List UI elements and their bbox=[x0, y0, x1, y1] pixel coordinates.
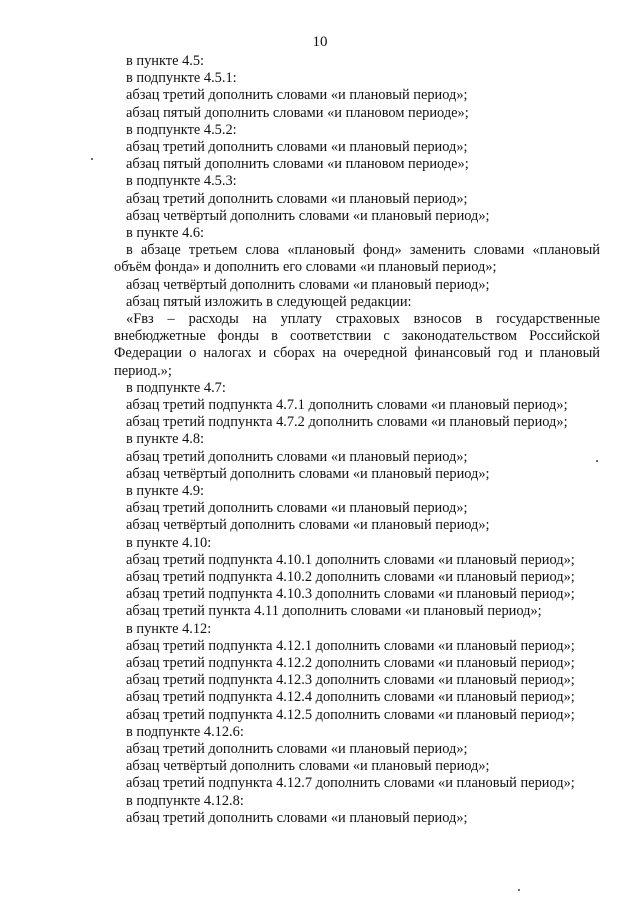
text-line: абзац третий пункта 4.11 дополнить словами «и плановый период»; bbox=[126, 603, 542, 620]
text-line: объём фонда» и дополнить его словами «и плановый период»; bbox=[114, 259, 497, 276]
page-number: 10 bbox=[312, 34, 328, 50]
text-line: в пункте 4.8: bbox=[126, 431, 205, 448]
text-line: абзац четвёртый дополнить словами «и плановый период»; bbox=[126, 465, 490, 482]
text-line: в подпункте 4.7: bbox=[126, 379, 226, 396]
text-line: в пункте 4.10: bbox=[126, 534, 212, 551]
scan-speck bbox=[91, 158, 93, 160]
text-line: абзац третий подпункта 4.10.1 дополнить словами «и плановый период»; bbox=[126, 551, 575, 568]
text-line: в пункте 4.6: bbox=[126, 225, 205, 241]
text-line: Федерации о налогах и сборах на очередной финансовый год и плановый bbox=[114, 345, 600, 362]
text-line: абзац третий дополнить словами «и плановый период»; bbox=[126, 500, 468, 517]
text-line: в подпункте 4.5.3: bbox=[126, 173, 237, 190]
text-line: абзац третий дополнить словами «и плановый период»; bbox=[126, 809, 468, 826]
text-line: абзац третий дополнить словами «и плановый период»; bbox=[126, 139, 468, 155]
text-line: абзац третий подпункта 4.12.3 дополнить словами «и плановый период»; bbox=[126, 672, 575, 689]
scan-speck bbox=[518, 889, 520, 891]
text-line: в подпункте 4.5.2: bbox=[126, 121, 237, 138]
text-line: абзац третий подпункта 4.12.4 дополнить словами «и плановый период»; bbox=[126, 689, 575, 706]
text-line: абзац четвёртый дополнить словами «и плановый период»; bbox=[126, 207, 490, 224]
text-line: абзац пятый дополнить словами «и плановом периоде»; bbox=[126, 104, 469, 121]
text-line: абзац четвёртый дополнить словами «и плановый период»; bbox=[126, 758, 490, 775]
text-line: абзац третий подпункта 4.12.1 дополнить словами «и плановый период»; bbox=[126, 637, 575, 654]
text-line: абзац пятый изложить в следующей редакции: bbox=[126, 293, 412, 310]
text-line: абзац третий подпункта 4.12.5 дополнить словами «и плановый период»; bbox=[126, 706, 575, 723]
text-line: в пункте 4.12: bbox=[126, 620, 212, 637]
text-line: абзац третий подпункта 4.10.3 дополнить словами «и плановый период»; bbox=[126, 586, 575, 603]
text-line: абзац третий подпункта 4.7.1 дополнить словами «и плановый период»; bbox=[126, 397, 568, 413]
text-line: абзац четвёртый дополнить словами «и плановый период»; bbox=[126, 517, 490, 534]
text-line: внебюджетные фонды в соответствии с законодательством Российской bbox=[114, 328, 600, 345]
text-line: период.»; bbox=[114, 362, 172, 379]
scan-speck bbox=[596, 460, 598, 462]
text-line: абзац четвёртый дополнить словами «и плановый период»; bbox=[126, 276, 490, 293]
text-line: «Fвз – расходы на уплату страховых взносов в государственные bbox=[126, 311, 600, 327]
text-line: в подпункте 4.12.8: bbox=[126, 792, 244, 809]
text-line: абзац третий подпункта 4.12.2 дополнить словами «и плановый период»; bbox=[126, 655, 575, 671]
text-line: в пункте 4.9: bbox=[126, 483, 205, 499]
text-line: в абзаце третьем слова «плановый фонд» заменить словами «плановый bbox=[126, 242, 600, 259]
text-line: абзац третий дополнить словами «и плановый период»; bbox=[126, 87, 468, 104]
text-line: абзац пятый дополнить словами «и плановом периоде»; bbox=[126, 156, 469, 173]
text-line: абзац третий дополнить словами «и плановый период»; bbox=[126, 190, 468, 207]
text-line: абзац третий подпункта 4.10.2 дополнить словами «и плановый период»; bbox=[126, 569, 575, 585]
text-line: в пункте 4.5: bbox=[126, 53, 205, 69]
text-line: абзац третий подпункта 4.12.7 дополнить словами «и плановый период»; bbox=[126, 775, 575, 792]
text-line: абзац третий подпункта 4.7.2 дополнить словами «и плановый период»; bbox=[126, 414, 568, 431]
text-line: абзац третий дополнить словами «и плановый период»; bbox=[126, 448, 468, 465]
text-line: абзац третий дополнить словами «и плановый период»; bbox=[126, 741, 468, 757]
text-line: в подпункте 4.12.6: bbox=[126, 723, 244, 740]
text-line: в подпункте 4.5.1: bbox=[126, 70, 237, 87]
